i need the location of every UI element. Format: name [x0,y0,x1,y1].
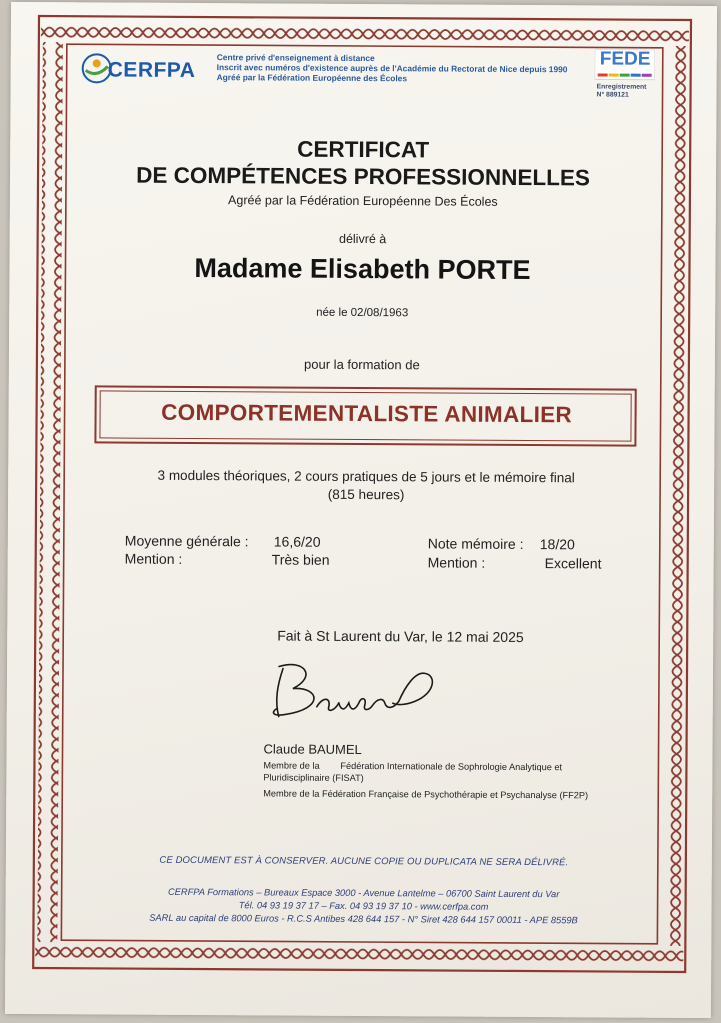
cerfpa-logo-text: CERFPA [107,58,196,82]
fede-registration: Enregistrement N° 889121 [596,83,647,99]
birth-date: née le 02/08/1963 [316,306,409,320]
memoire-grade-label: Note mémoire : [427,535,524,552]
signer-name: Claude BAUMEL [263,741,362,758]
delivered-to-label: délivré à [338,231,387,247]
footer-legal: SARL au capital de 8000 Euros - R.C.S Antibes 428 644 157 - N° Siret 428 644 157 00011 - APE 8559B [149,912,578,926]
course-modules: 3 modules théoriques, 2 cours pratiques de 5 jours et le mémoire final [157,467,575,486]
course-hours: (815 heures) [327,486,405,503]
footer-address: CERFPA Formations – Bureaux Espace 3000 - Avenue Lantelme – 06700 Saint Laurent du Var [167,886,560,900]
membership-ff2p: Membre de la Fédération Française de Psychothérapie et Psychanalyse (FF2P) [263,788,589,801]
membership-fisat-line-2: Pluridisciplinaire (FISAT) [263,772,364,784]
certificate-subtitle: Agréé par la Fédération Européenne Des Écoles [228,193,498,209]
keep-document-notice: CE DOCUMENT EST À CONSERVER. AUCUNE COPIE OU DUPLICATA NE SERA DÉLIVRÉ. [159,854,569,869]
mention-label-left: Mention : [124,550,183,567]
average-grade-value: 16,6/20 [273,533,321,550]
formation-label: pour la formation de [304,356,420,373]
mention-label-right: Mention : [427,554,486,571]
header-line-2: Inscrit avec numéros d'existence auprès de l'Académie du Rectorat de Nice depuis 1990 [216,62,568,75]
course-title: COMPORTEMENTALISTE ANIMALIER [161,399,573,428]
average-grade-label: Moyenne générale : [124,532,249,550]
place-and-date: Fait à St Laurent du Var, le 12 mai 2025 [277,627,524,645]
header-line-3: Agréé par la Fédération Européenne des Écoles [216,72,408,84]
mention-value-right: Excellent [544,555,602,572]
fede-logo-text: FEDE [599,48,651,70]
handwritten-signature [265,656,465,727]
memoire-grade-value: 18/20 [539,536,575,553]
recipient-name: Madame Elisabeth PORTE [194,252,531,286]
certificate-title-line-2: DE COMPÉTENCES PROFESSIONNELLES [136,162,591,191]
membership-fisat: Fédération Internationale de Sophrologie Analytique et [340,760,563,773]
header-line-1: Centre privé d'enseignement à distance [216,52,375,64]
footer-contact: Tél. 04 93 19 37 17 – Fax. 04 93 19 37 10 - www.cerfpa.com [238,900,489,912]
certificate-title: CERTIFICAT [297,136,430,163]
membership-prefix: Membre de la [263,760,320,771]
certificate-page [5,2,717,1018]
mention-value-left: Très bien [271,551,330,568]
